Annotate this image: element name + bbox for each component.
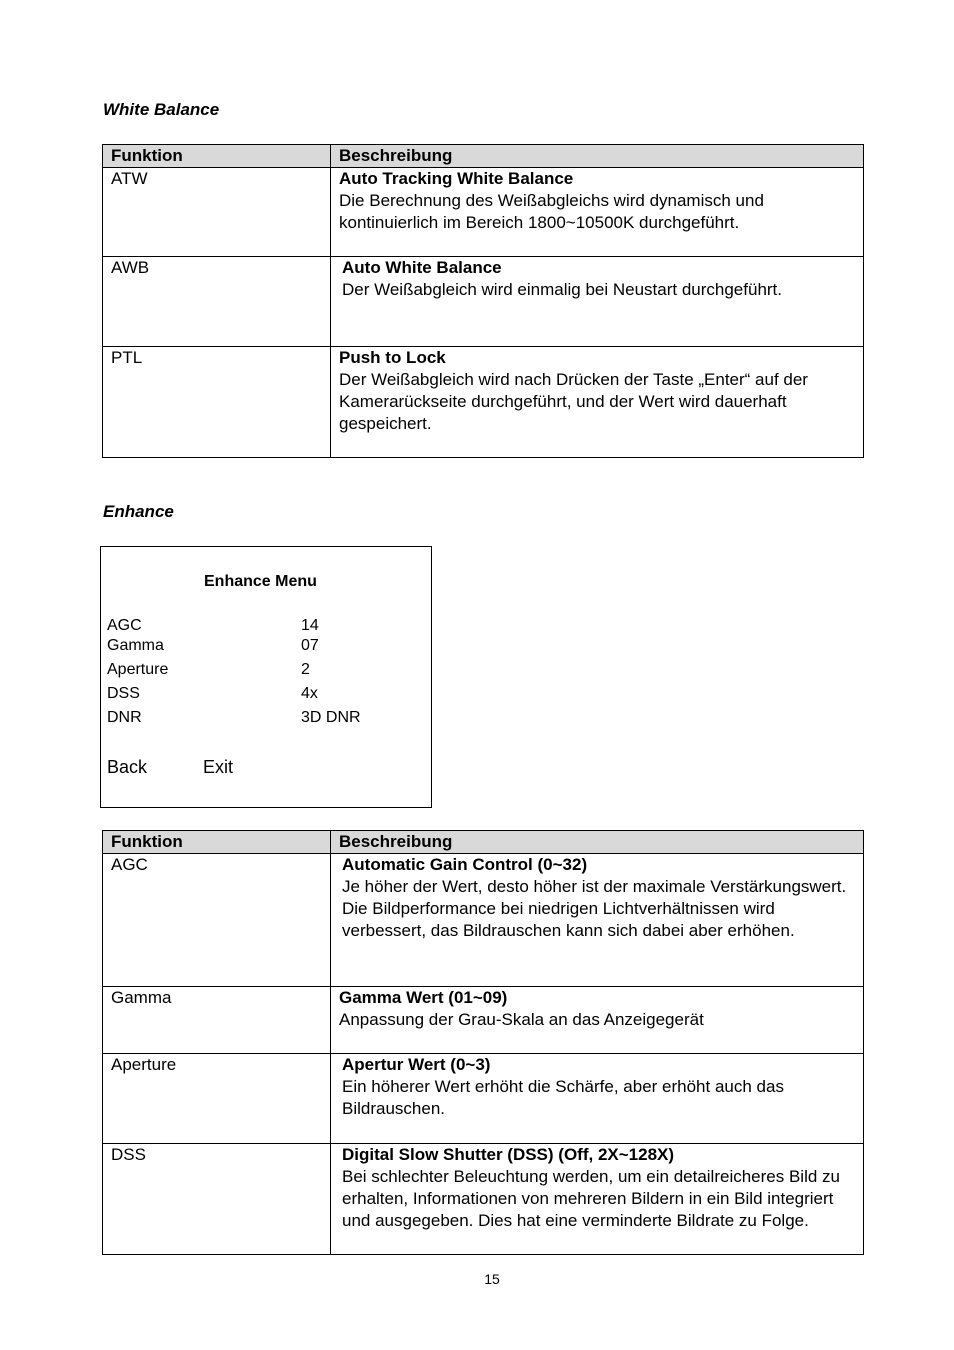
function-cell: Gamma	[103, 987, 331, 1054]
menu-item-gamma[interactable]: Gamma	[107, 637, 164, 654]
white-balance-table	[102, 144, 864, 458]
description-title: Auto Tracking White Balance	[339, 169, 574, 188]
description-cell	[331, 257, 864, 347]
description-cell	[331, 1054, 864, 1144]
table-row	[103, 347, 864, 458]
function-cell: AWB	[103, 257, 331, 347]
menu-value-agc: 14	[301, 617, 319, 634]
column-header-funktion: Funktion	[103, 831, 331, 854]
table-header-row	[103, 831, 864, 854]
description-text: Die Berechnung des Weißabgleichs wird dynamisch und kontinuierlich im Bereich 1800~10500K durchgeführt.	[339, 191, 764, 232]
description-cell	[331, 347, 864, 458]
function-cell: DSS	[103, 1144, 331, 1255]
description-title: Gamma Wert (01~09)	[339, 988, 508, 1007]
column-header-beschreibung: Beschreibung	[331, 145, 864, 168]
description-title: Auto White Balance	[342, 258, 502, 277]
description-cell	[331, 1144, 864, 1255]
description-cell	[331, 854, 864, 987]
table-row	[103, 1054, 864, 1144]
description-title: Digital Slow Shutter (DSS) (Off, 2X~128X)	[342, 1145, 675, 1164]
menu-item-dnr[interactable]: DNR	[107, 709, 142, 726]
enhance-menu-box	[100, 546, 432, 808]
back-button[interactable]: Back	[107, 757, 148, 777]
menu-value-aperture: 2	[301, 661, 310, 678]
table-row	[103, 168, 864, 257]
description-text: Der Weißabgleich wird einmalig bei Neustart durchgeführt.	[342, 280, 782, 299]
description-text: Der Weißabgleich wird nach Drücken der Taste „Enter“ auf der Kamerarückseite durchgeführt, und der Wert wird dauerhaft gespeichert.	[339, 370, 808, 433]
description-cell	[331, 987, 864, 1054]
function-cell: ATW	[103, 168, 331, 257]
function-cell: Aperture	[103, 1054, 331, 1144]
enhance-table	[102, 830, 864, 1255]
menu-item-agc[interactable]: AGC	[107, 617, 142, 634]
menu-item-aperture[interactable]: Aperture	[107, 661, 169, 678]
description-text: Ein höherer Wert erhöht die Schärfe, aber erhöht auch das Bildrauschen.	[342, 1077, 784, 1118]
table-header-row	[103, 145, 864, 168]
description-cell	[331, 168, 864, 257]
description-title: Push to Lock	[339, 348, 446, 367]
menu-value-gamma: 07	[301, 637, 319, 654]
menu-value-dss: 4x	[301, 685, 318, 702]
table-row	[103, 257, 864, 347]
section-heading-white-balance: White Balance	[103, 100, 220, 119]
table-row	[103, 987, 864, 1054]
exit-button[interactable]: Exit	[203, 757, 234, 777]
menu-title: Enhance Menu	[204, 573, 317, 590]
function-cell: PTL	[103, 347, 331, 458]
page-number: 15	[484, 1271, 500, 1287]
description-title: Apertur Wert (0~3)	[342, 1055, 491, 1074]
description-title: Automatic Gain Control (0~32)	[342, 855, 588, 874]
menu-value-dnr: 3D DNR	[301, 709, 361, 726]
description-text: Anpassung der Grau-Skala an das Anzeigegerät	[339, 1010, 704, 1029]
section-heading-enhance: Enhance	[103, 502, 174, 521]
column-header-beschreibung: Beschreibung	[331, 831, 864, 854]
description-text: Bei schlechter Beleuchtung werden, um ein detailreicheres Bild zu erhalten, Informationen von mehreren Bildern in ein Bild integriert und ausgegeben. Dies hat eine verminderte Bildrate zu Folge.	[342, 1167, 840, 1230]
column-header-funktion: Funktion	[103, 145, 331, 168]
menu-item-dss[interactable]: DSS	[107, 685, 140, 702]
table-row	[103, 854, 864, 987]
function-cell: AGC	[103, 854, 331, 987]
description-text: Je höher der Wert, desto höher ist der maximale Verstärkungswert. Die Bildperformance bei niedrigen Lichtverhältnissen wird verbessert, das Bildrauschen kann sich dabei aber erhöhen.	[342, 877, 847, 940]
table-row	[103, 1144, 864, 1255]
